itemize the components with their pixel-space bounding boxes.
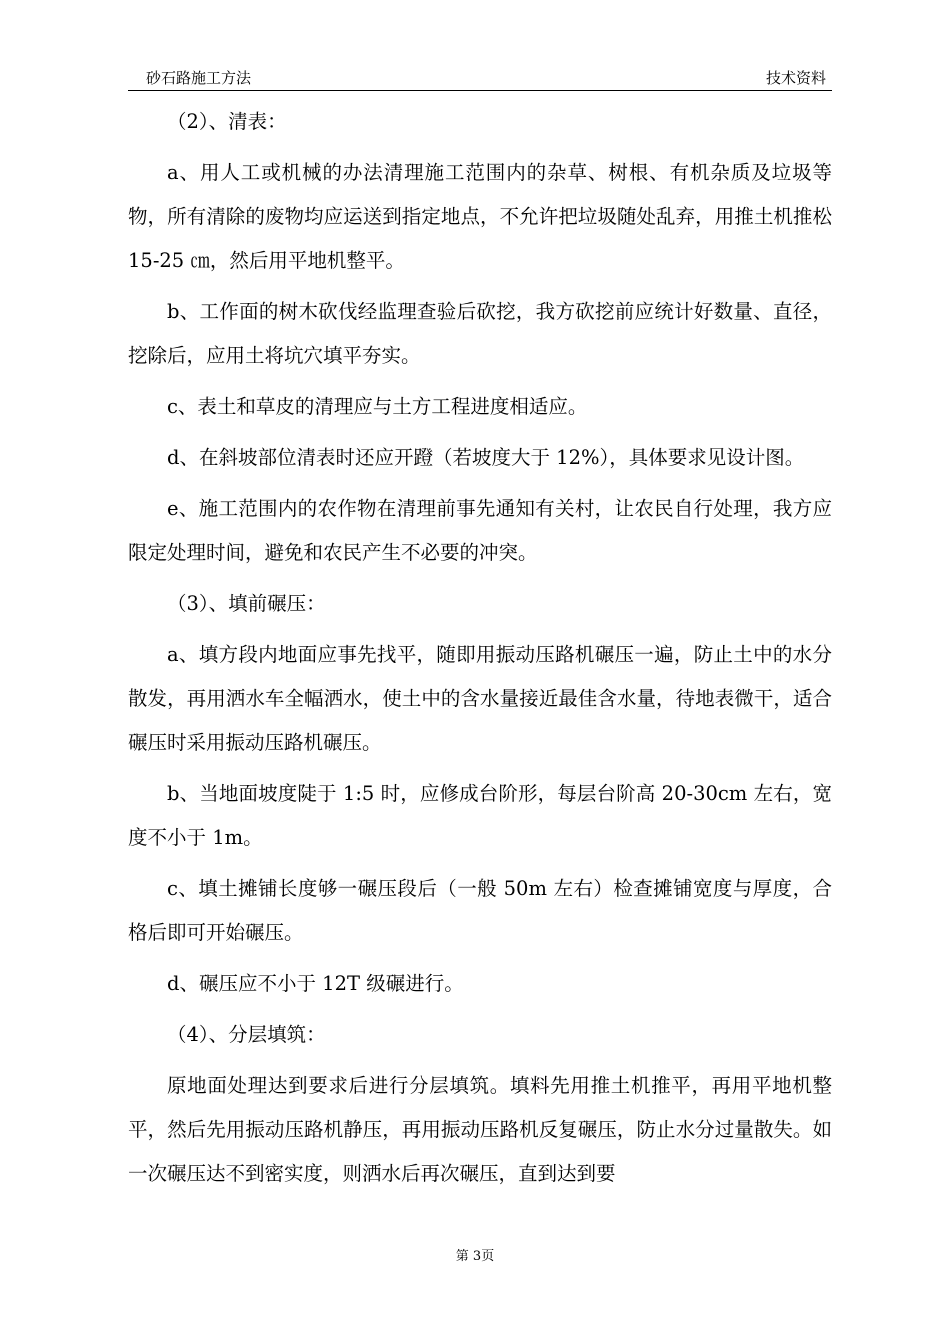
header-document-title: 砂石路施工方法	[146, 69, 252, 87]
paragraph: b、工作面的树木砍伐经监理查验后砍挖，我方砍挖前应统计好数量、直径，挖除后，应用土将坑穴填平夯实。	[128, 300, 832, 367]
paragraph: a、填方段内地面应事先找平，随即用振动压路机碾压一遍，防止土中的水分散发，再用洒水车全幅洒水，使土中的含水量接近最佳含水量，待地表微干，适合碾压时采用振动压路机碾压。	[128, 643, 832, 754]
section-heading-layered-filling: （4）、分层填筑：	[167, 1023, 326, 1046]
header-category-label: 技术资料	[765, 69, 826, 87]
paragraph: d、碾压应不小于 12T 级碾进行。	[167, 972, 464, 995]
page-footer	[0, 1248, 950, 1266]
document-body	[128, 100, 832, 1203]
paragraph: c、表土和草皮的清理应与土方工程进度相适应。	[167, 395, 588, 418]
paragraph: c、填土摊铺长度够一碾压段后（一般 50m 左右）检查摊铺宽度与厚度，合格后即可开始碾压。	[128, 877, 832, 944]
paragraph: e、施工范围内的农作物在清理前事先通知有关村，让农民自行处理，我方应限定处理时间，避免和农民产生不必要的冲突。	[128, 497, 832, 564]
page-header	[128, 68, 832, 91]
page-number: 第 3页	[455, 1249, 495, 1264]
section-heading-pre-fill-compaction: （3）、填前碾压：	[167, 592, 326, 615]
paragraph: b、当地面坡度陡于 1:5 时，应修成台阶形，每层台阶高 20-30cm 左右，宽度不小于 1m。	[128, 782, 832, 849]
paragraph: 原地面处理达到要求后进行分层填筑。填料先用推土机推平，再用平地机整平，然后先用振动压路机静压，再用振动压路机反复碾压，防止水分过量散失。如一次碾压达不到密实度，则洒水后再次碾压，直到达到要	[128, 1074, 832, 1185]
paragraph: d、在斜坡部位清表时还应开蹬（若坡度大于 12%），具体要求见设计图。	[167, 446, 805, 469]
section-heading-clearing: （2）、清表：	[167, 110, 287, 133]
paragraph: a、用人工或机械的办法清理施工范围内的杂草、树根、有机杂质及垃圾等物，所有清除的废物均应运送到指定地点，不允许把垃圾随处乱弃，用推土机推松 15-25 ㎝，然后用平地机整平。	[128, 161, 832, 272]
